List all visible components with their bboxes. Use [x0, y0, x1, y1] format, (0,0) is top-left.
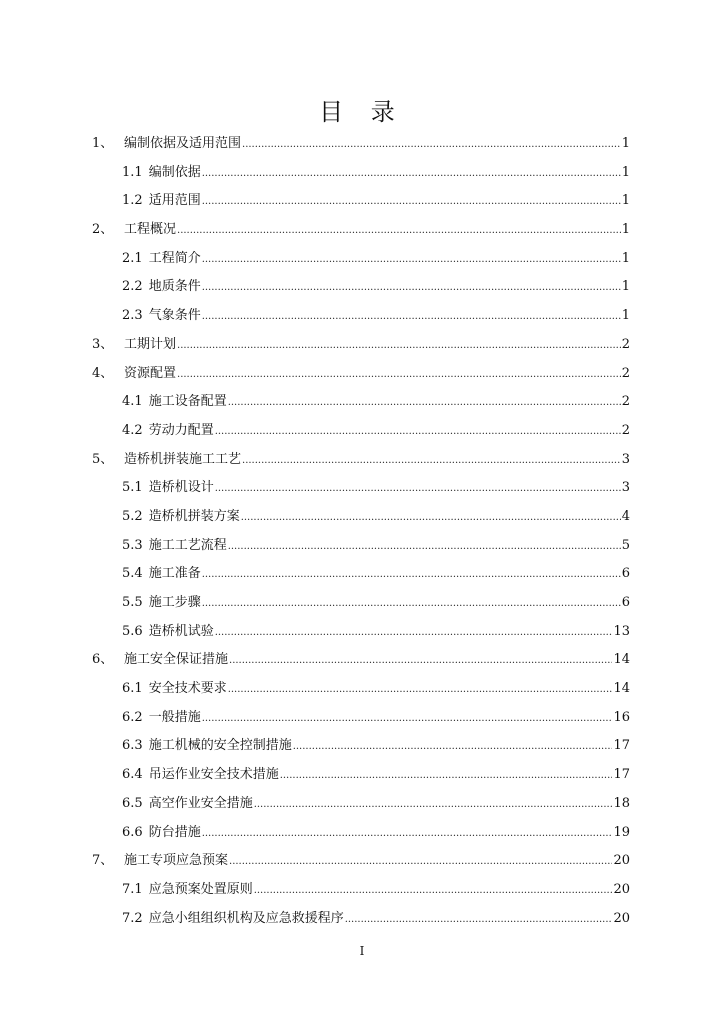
- toc-dot-leader: [215, 483, 621, 494]
- toc-entry[interactable]: [0, 614, 724, 643]
- toc-entry-page: 2: [621, 336, 630, 352]
- toc-entry-title: 高空作业安全措施: [148, 795, 253, 811]
- toc-entry-number: 6.1: [122, 681, 143, 697]
- toc-entry[interactable]: [0, 585, 724, 614]
- toc-dot-leader: [202, 196, 621, 207]
- toc-entry[interactable]: [0, 815, 724, 844]
- toc-entry[interactable]: [0, 241, 724, 270]
- toc-entry-title: 一般措施: [148, 709, 201, 725]
- toc-entry-number: 5.4: [122, 566, 143, 582]
- toc-entry[interactable]: [0, 786, 724, 815]
- toc-entry-title: 施工安全保证措施: [124, 652, 229, 668]
- toc-entry-title: 防台措施: [148, 824, 201, 840]
- toc-entry-page: 18: [613, 795, 630, 811]
- toc-entry-page: 4: [621, 508, 630, 524]
- toc-dot-leader: [215, 426, 621, 437]
- toc-entry-number: 6.4: [122, 767, 143, 783]
- toc-dot-leader: [293, 741, 613, 752]
- toc-entry-title: 编制依据及适用范围: [124, 136, 242, 151]
- toc-dot-leader: [202, 282, 621, 293]
- toc-entry-page: 13: [613, 623, 630, 639]
- toc-dot-leader: [228, 684, 613, 695]
- toc-entry-title: 造桥机设计: [148, 480, 214, 496]
- toc-entry-page: 1: [621, 222, 630, 238]
- toc-entry-title: 造桥机拼装施工工艺: [124, 451, 242, 467]
- toc-entry-number: 5、: [92, 451, 114, 467]
- toc-entry[interactable]: [0, 327, 724, 356]
- toc-entry-title: 资源配置: [124, 365, 177, 381]
- toc-entry-title: 施工工艺流程: [148, 537, 227, 553]
- toc-entry-number: 1.1: [122, 164, 143, 180]
- toc-entry-page: 1: [621, 279, 630, 295]
- toc-entry-number: 6、: [92, 652, 114, 668]
- toc-entry[interactable]: [0, 442, 724, 471]
- toc-entry-number: 5.3: [122, 537, 143, 553]
- toc-entry[interactable]: [0, 757, 724, 786]
- toc-entry-number: 5.6: [122, 623, 143, 639]
- toc-entry[interactable]: [0, 183, 724, 212]
- toc-entry[interactable]: [0, 556, 724, 585]
- toc-entry-page: 1: [621, 136, 630, 151]
- toc-entry-page: 2: [621, 394, 630, 410]
- toc-dot-leader: [229, 655, 612, 666]
- toc-entry[interactable]: [0, 155, 724, 184]
- toc-entry[interactable]: [0, 642, 724, 671]
- toc-entry[interactable]: [0, 298, 724, 327]
- toc-entry-number: 7.2: [122, 910, 143, 926]
- toc-dot-leader: [242, 139, 621, 150]
- toc-entry[interactable]: [0, 126, 724, 155]
- toc-entry-title: 应急小组组织机构及应急救援程序: [148, 910, 344, 926]
- toc-entry-number: 4.1: [122, 394, 143, 410]
- toc-dot-leader: [202, 713, 613, 724]
- toc-entry[interactable]: [0, 843, 724, 872]
- toc-entry-title: 劳动力配置: [148, 422, 214, 438]
- toc-entry-page: 6: [621, 595, 630, 610]
- toc-entry-number: 2.2: [122, 279, 143, 295]
- toc-entry-page: 3: [621, 451, 630, 467]
- toc-entry-title: 施工准备: [148, 566, 201, 582]
- toc-entry-page: 6: [621, 566, 630, 582]
- toc-entry-title: 工期计划: [124, 336, 177, 352]
- toc-entry-title: 造桥机试验: [148, 623, 214, 639]
- toc-entry-number: 4.2: [122, 422, 143, 438]
- toc-entry[interactable]: [0, 901, 724, 930]
- toc-entry-number: 4、: [92, 365, 114, 381]
- toc-entry[interactable]: [0, 499, 724, 528]
- toc-entry-title: 安全技术要求: [148, 681, 227, 697]
- toc-entry[interactable]: [0, 356, 724, 385]
- toc-entry-number: 7.1: [122, 881, 143, 897]
- toc-entry-title: 造桥机拼装方案: [148, 508, 240, 524]
- toc-entry[interactable]: [0, 728, 724, 757]
- toc-entry-page: 20: [613, 881, 630, 897]
- toc-entry-page: 19: [613, 824, 630, 840]
- toc-entry[interactable]: [0, 671, 724, 700]
- toc-entry-page: 14: [613, 652, 630, 668]
- page-title: 目 录: [319, 98, 405, 126]
- toc-entry-number: 1.2: [122, 193, 143, 209]
- toc-entry[interactable]: [0, 528, 724, 557]
- toc-dot-leader: [254, 799, 613, 810]
- toc-entry-page: 2: [621, 422, 630, 438]
- toc-entry-page: 17: [613, 767, 630, 783]
- table-of-contents: [0, 126, 724, 929]
- toc-dot-leader: [202, 311, 621, 322]
- toc-entry-number: 6.5: [122, 795, 143, 811]
- toc-entry-number: 3、: [92, 336, 114, 352]
- toc-entry-number: 2.3: [122, 308, 143, 324]
- toc-entry-number: 1、: [92, 136, 114, 151]
- toc-entry[interactable]: [0, 269, 724, 298]
- toc-entry-number: 5.1: [122, 480, 143, 496]
- toc-dot-leader: [228, 541, 621, 552]
- toc-entry-title: 工程概况: [124, 222, 177, 238]
- toc-dot-leader: [229, 856, 612, 867]
- toc-dot-leader: [202, 598, 621, 609]
- toc-entry-title: 工程简介: [148, 250, 201, 266]
- toc-entry-number: 6.2: [122, 709, 143, 725]
- toc-entry[interactable]: [0, 470, 724, 499]
- toc-entry[interactable]: [0, 212, 724, 241]
- toc-entry[interactable]: [0, 413, 724, 442]
- toc-dot-leader: [202, 828, 613, 839]
- toc-entry-title: 气象条件: [148, 308, 201, 324]
- toc-entry-title: 施工设备配置: [148, 394, 227, 410]
- toc-entry-title: 施工步骤: [148, 595, 201, 610]
- toc-dot-leader: [177, 369, 621, 380]
- toc-entry-number: 6.6: [122, 824, 143, 840]
- toc-entry-page: 16: [613, 709, 630, 725]
- toc-dot-leader: [177, 340, 621, 351]
- toc-entry-page: 1: [621, 193, 630, 209]
- toc-entry-number: 2、: [92, 222, 114, 238]
- toc-dot-leader: [215, 627, 613, 638]
- toc-dot-leader: [202, 254, 621, 265]
- toc-dot-leader: [177, 225, 621, 236]
- page-number-footer: I: [359, 944, 365, 958]
- toc-dot-leader: [241, 512, 621, 523]
- toc-entry-title: 施工机械的安全控制措施: [148, 738, 292, 754]
- toc-entry-title: 吊运作业安全技术措施: [148, 767, 279, 783]
- toc-entry[interactable]: [0, 872, 724, 901]
- toc-entry-number: 7、: [92, 853, 114, 869]
- toc-dot-leader: [254, 885, 613, 896]
- toc-entry-page: 1: [621, 164, 630, 180]
- toc-entry-title: 应急预案处置原则: [148, 881, 253, 897]
- toc-entry-page: 1: [621, 250, 630, 266]
- toc-entry-number: 2.1: [122, 250, 143, 266]
- toc-entry-page: 2: [621, 365, 630, 381]
- toc-entry-title: 地质条件: [148, 279, 201, 295]
- toc-dot-leader: [345, 914, 613, 925]
- toc-entry-number: 6.3: [122, 738, 143, 754]
- toc-entry-title: 施工专项应急预案: [124, 853, 229, 869]
- toc-dot-leader: [242, 455, 621, 466]
- toc-entry-page: 17: [613, 738, 630, 754]
- toc-dot-leader: [202, 168, 621, 179]
- toc-entry[interactable]: [0, 384, 724, 413]
- toc-dot-leader: [280, 770, 613, 781]
- toc-entry-page: 20: [613, 910, 630, 926]
- toc-entry-number: 5.2: [122, 508, 143, 524]
- toc-entry-page: 3: [621, 480, 630, 496]
- toc-entry-page: 14: [613, 681, 630, 697]
- toc-entry[interactable]: [0, 700, 724, 729]
- toc-entry-number: 5.5: [122, 595, 143, 610]
- toc-dot-leader: [202, 569, 621, 580]
- toc-entry-page: 1: [621, 308, 630, 324]
- toc-entry-page: 5: [621, 537, 630, 553]
- toc-entry-title: 编制依据: [148, 164, 201, 180]
- toc-entry-title: 适用范围: [148, 193, 201, 209]
- toc-entry-page: 20: [613, 853, 630, 869]
- toc-dot-leader: [228, 397, 621, 408]
